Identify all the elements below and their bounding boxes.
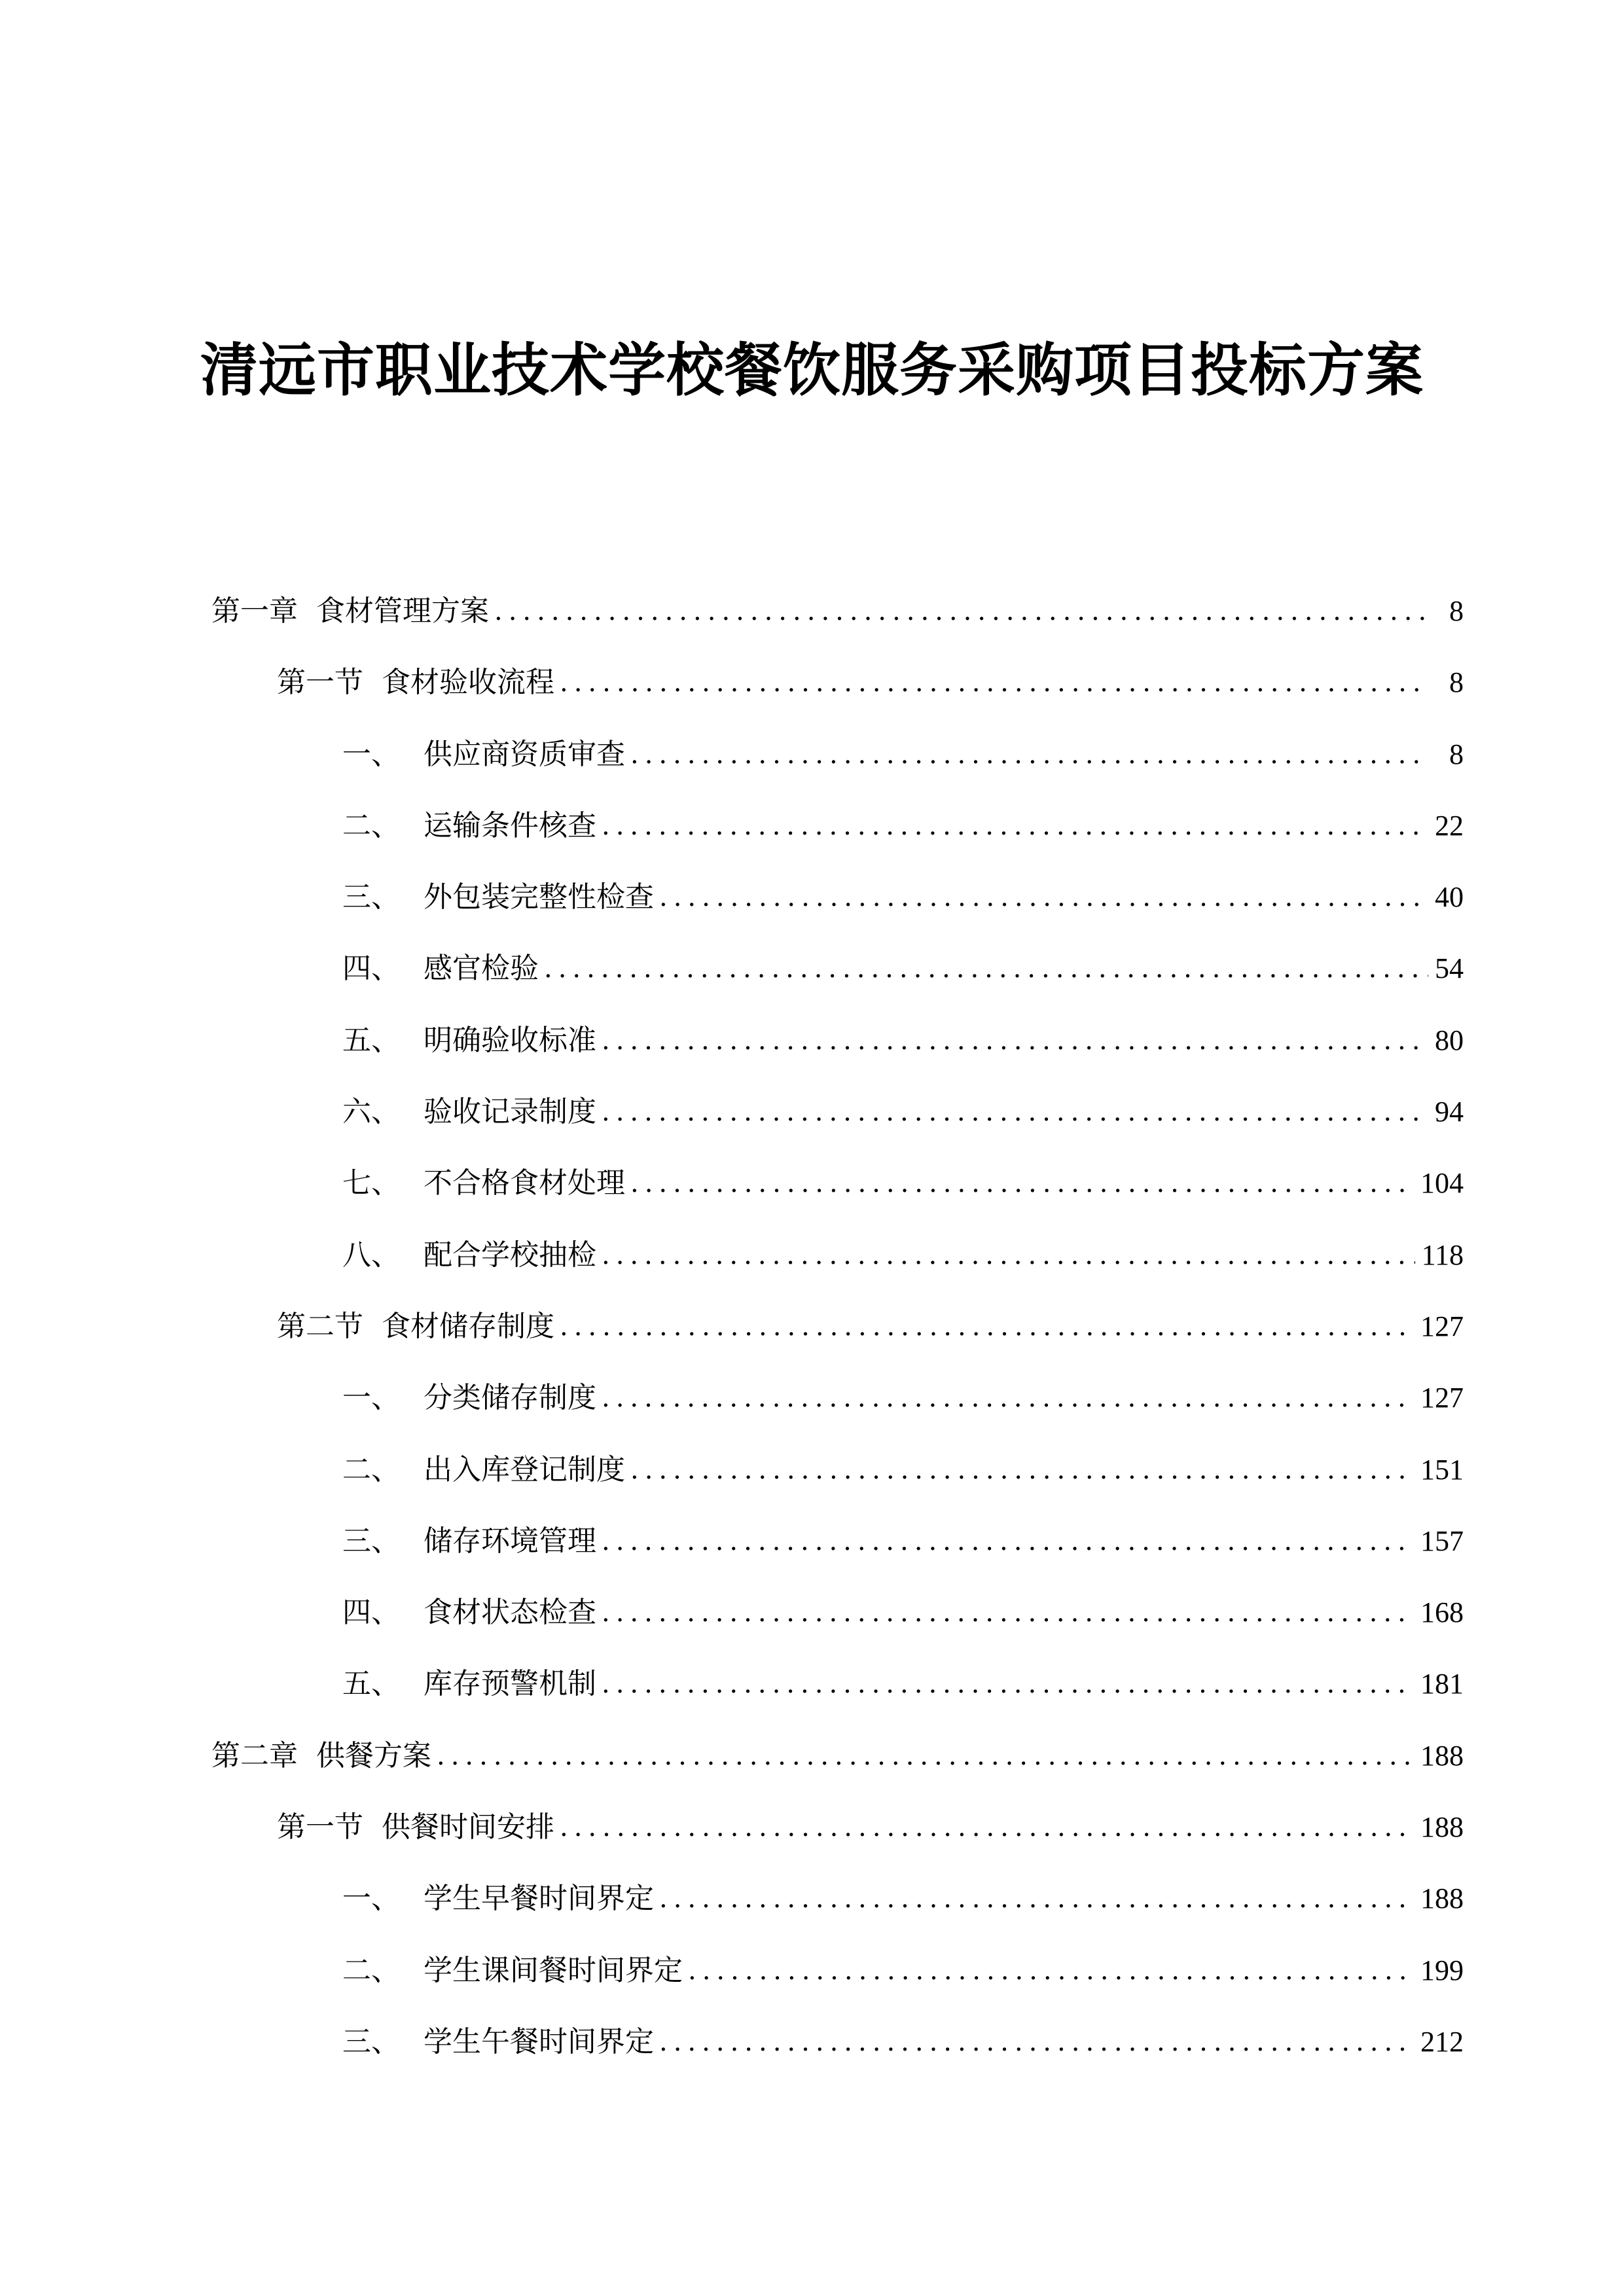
toc-page-number: 127 bbox=[1420, 1310, 1464, 1342]
toc-page-number: 188 bbox=[1420, 1882, 1464, 1915]
toc-dot-leader bbox=[659, 2022, 1414, 2062]
toc-dot-leader bbox=[544, 949, 1428, 988]
toc-entry[interactable] bbox=[0, 1865, 1624, 1936]
toc-entry-text: 学生课间餐时间界定 bbox=[424, 1953, 683, 1987]
toc-entry[interactable] bbox=[0, 1364, 1624, 1435]
toc-entry[interactable] bbox=[0, 1722, 1624, 1793]
table-of-contents bbox=[0, 577, 1624, 2079]
toc-entry-text: 储存环境管理 bbox=[424, 1524, 596, 1558]
toc-entry-number: 四、 bbox=[342, 952, 400, 986]
toc-dot-leader bbox=[560, 1307, 1414, 1346]
toc-entry-number: 一、 bbox=[342, 1381, 400, 1415]
toc-page-number: 212 bbox=[1420, 2025, 1464, 2058]
toc-dot-leader bbox=[630, 1450, 1414, 1490]
toc-entry[interactable] bbox=[0, 1221, 1624, 1293]
toc-entry-number: 三、 bbox=[342, 1524, 400, 1558]
toc-entry-number: 五、 bbox=[342, 1667, 400, 1701]
toc-dot-leader bbox=[602, 1593, 1414, 1632]
toc-dot-leader bbox=[560, 663, 1428, 702]
toc-entry-number: 二、 bbox=[342, 1452, 400, 1486]
toc-entry-text: 分类储存制度 bbox=[424, 1381, 596, 1415]
toc-entry[interactable] bbox=[0, 1937, 1624, 2008]
toc-dot-leader bbox=[602, 1236, 1415, 1275]
toc-page-number: 181 bbox=[1420, 1668, 1464, 1700]
toc-entry-text: 出入库登记制度 bbox=[424, 1452, 625, 1486]
toc-entry-text: 食材验收流程 bbox=[382, 666, 554, 700]
toc-page-number: 118 bbox=[1421, 1238, 1464, 1271]
toc-dot-leader bbox=[602, 1092, 1428, 1132]
toc-entry[interactable] bbox=[0, 649, 1624, 720]
toc-entry-text: 外包装完整性检查 bbox=[424, 880, 654, 914]
toc-page-number: 8 bbox=[1449, 738, 1464, 770]
toc-entry[interactable] bbox=[0, 1793, 1624, 1865]
toc-page-number: 8 bbox=[1449, 666, 1464, 699]
toc-entry-text: 运输条件核查 bbox=[424, 808, 596, 842]
toc-entry-text: 食材状态检查 bbox=[424, 1596, 596, 1630]
toc-entry-number: 第一节 bbox=[277, 1810, 363, 1844]
toc-entry-text: 明确验收标准 bbox=[424, 1023, 596, 1057]
toc-dot-leader bbox=[602, 1021, 1428, 1060]
toc-entry-number: 第二节 bbox=[277, 1309, 363, 1343]
toc-entry-number: 二、 bbox=[342, 1953, 400, 1987]
toc-entry-text: 食材管理方案 bbox=[316, 594, 489, 628]
toc-entry-text: 学生早餐时间界定 bbox=[424, 1882, 654, 1916]
toc-entry-number: 四、 bbox=[342, 1596, 400, 1630]
toc-dot-leader bbox=[602, 1522, 1414, 1561]
toc-entry-number: 五、 bbox=[342, 1023, 400, 1057]
toc-page-number: 22 bbox=[1435, 809, 1464, 842]
toc-entry[interactable] bbox=[0, 721, 1624, 792]
toc-entry[interactable] bbox=[0, 1436, 1624, 1507]
toc-entry[interactable] bbox=[0, 863, 1624, 935]
toc-entry-text: 感官检验 bbox=[424, 952, 539, 986]
toc-page-number: 40 bbox=[1435, 881, 1464, 914]
toc-entry[interactable] bbox=[0, 1650, 1624, 1721]
toc-entry-number: 第二章 bbox=[211, 1738, 298, 1772]
toc-entry-text: 供餐时间安排 bbox=[382, 1810, 554, 1844]
toc-dot-leader bbox=[494, 592, 1428, 631]
toc-entry-number: 六、 bbox=[342, 1095, 400, 1129]
toc-entry-number: 八、 bbox=[342, 1238, 400, 1272]
toc-dot-leader bbox=[659, 878, 1428, 917]
toc-entry-number: 第一章 bbox=[211, 594, 298, 628]
toc-dot-leader bbox=[630, 735, 1428, 774]
toc-page-number: 104 bbox=[1420, 1167, 1464, 1200]
toc-page-number: 54 bbox=[1435, 952, 1464, 985]
toc-entry[interactable] bbox=[0, 1579, 1624, 1650]
toc-entry-text: 配合学校抽检 bbox=[424, 1238, 596, 1272]
toc-entry[interactable] bbox=[0, 1507, 1624, 1579]
toc-entry-number: 第一节 bbox=[277, 666, 363, 700]
toc-page-number: 199 bbox=[1420, 1954, 1464, 1986]
toc-page-number: 188 bbox=[1420, 1739, 1464, 1772]
toc-entry[interactable] bbox=[0, 1149, 1624, 1221]
toc-entry-text: 验收记录制度 bbox=[424, 1095, 596, 1129]
toc-dot-leader bbox=[602, 1664, 1414, 1704]
toc-entry[interactable] bbox=[0, 2008, 1624, 2079]
toc-entry-number: 七、 bbox=[342, 1166, 400, 1200]
toc-dot-leader bbox=[630, 1164, 1414, 1203]
toc-dot-leader bbox=[688, 1951, 1414, 1990]
toc-dot-leader bbox=[602, 1378, 1414, 1418]
toc-page-number: 188 bbox=[1420, 1811, 1464, 1844]
toc-dot-leader bbox=[602, 806, 1428, 846]
toc-entry-number: 一、 bbox=[342, 1882, 400, 1916]
toc-dot-leader bbox=[560, 1808, 1414, 1847]
toc-entry-number: 二、 bbox=[342, 808, 400, 842]
toc-entry[interactable] bbox=[0, 1007, 1624, 1078]
toc-entry[interactable] bbox=[0, 1293, 1624, 1364]
toc-entry-text: 学生午餐时间界定 bbox=[424, 2024, 654, 2058]
toc-page-number: 127 bbox=[1420, 1382, 1464, 1414]
toc-page-number: 157 bbox=[1420, 1524, 1464, 1557]
toc-page-number: 151 bbox=[1420, 1453, 1464, 1486]
toc-page-number: 94 bbox=[1435, 1096, 1464, 1128]
toc-page-number: 80 bbox=[1435, 1024, 1464, 1056]
toc-entry[interactable] bbox=[0, 935, 1624, 1006]
toc-dot-leader bbox=[659, 1879, 1414, 1918]
toc-entry-text: 供应商资质审查 bbox=[424, 737, 625, 771]
toc-entry-number: 三、 bbox=[342, 2024, 400, 2058]
toc-dot-leader bbox=[437, 1736, 1414, 1776]
toc-page-number: 168 bbox=[1420, 1596, 1464, 1629]
toc-entry[interactable] bbox=[0, 577, 1624, 649]
toc-entry-number: 三、 bbox=[342, 880, 400, 914]
toc-entry[interactable] bbox=[0, 1078, 1624, 1149]
toc-entry-number: 一、 bbox=[342, 737, 400, 771]
toc-entry-text: 食材储存制度 bbox=[382, 1309, 554, 1343]
document-title: 清远市职业技术学校餐饮服务采购项目投标方案 bbox=[200, 336, 1424, 404]
toc-entry-text: 供餐方案 bbox=[316, 1738, 431, 1772]
toc-entry[interactable] bbox=[0, 792, 1624, 863]
toc-page-number: 8 bbox=[1449, 595, 1464, 627]
toc-entry-text: 库存预警机制 bbox=[424, 1667, 596, 1701]
toc-entry-text: 不合格食材处理 bbox=[424, 1166, 625, 1200]
